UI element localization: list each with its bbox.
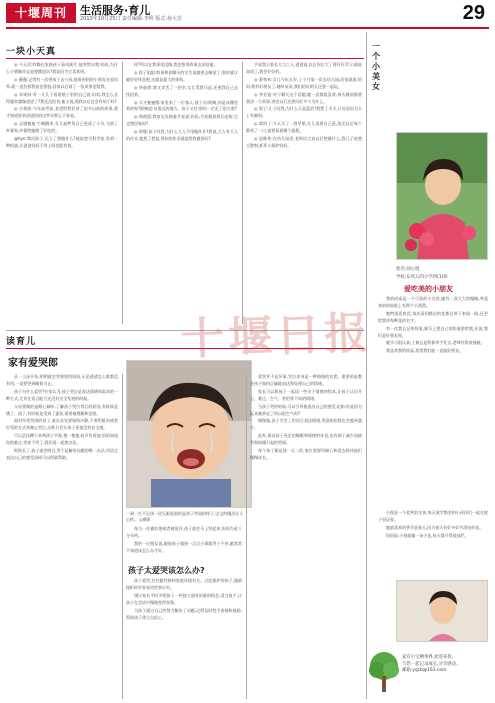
footer-line: 与您一起记录成长,分享感动。 [402,661,461,667]
newspaper-watermark: 十堰日报 [179,308,373,365]
column-divider [122,374,123,699]
text-paragraph: 孩子为什么爱哭?专家认为,孩子哭泣是表达情绪和需求的一种方式,尤其在语言能力还没有完全发展的时候。 [6,388,118,401]
masthead [0,0,495,26]
side-essay [378,296,488,506]
topic-heading-bottom: 读育儿 [6,337,37,347]
text-paragraph: 手说我示着长大当工人,爸爸说,以后你长大了要好好学习,他说知道了,我会好好的。 [246,62,362,74]
text-paragraph: 家长可以和孩子一起读一些关于情绪的绘本,让孩子认识开心、难过、生气、害怕等不同的情绪。 [250,388,362,401]
text-paragraph: 孩子爱哭,往往跟性格和家庭环境有关。过度保护的孩子,遇到挫折时更容易用哭来应对。 [126,578,242,590]
text-column-top-3 [246,62,362,324]
crying-child-illustration [127,361,252,508]
text-column-bottom-2a [126,526,242,560]
girl-flowers-illustration [397,133,488,260]
text-paragraph: 妈妈说,小悦就像一朵小花,每天都开得很灿烂。 [386,532,469,538]
topic-rule-top [6,58,364,59]
topic-heading-top: 一块小天真 [6,47,57,57]
text-paragraph: 每个孩子都是独一无二的,家长需要用耐心和爱去陪伴他们慢慢成长。 [250,448,362,460]
text-paragraph: 父母要做的是耐心倾听,了解孩子哭泣背后的原因,有时候是饿了、困了,有时候是受到了委屈,需要被理解和安慰。 [6,403,118,416]
girl-with-flowers-photo [396,132,488,260]
column-divider [122,62,123,324]
text-paragraph: ◎ 小黄油:今年高考前,老爸给我们讲了很多以前的故事,我才知道原来爸爸妈妈这些年那么不容易。 [6,106,118,119]
text-paragraph: 面对经常哭闹的孩子,家长首先要保持冷静,不要用吼叫或者打骂的方式来制止哭泣,这样只会让孩子更加没有安全感。 [6,418,118,431]
side-essay-title: 爱吃美的小朋友 [404,285,453,293]
text-paragraph: 小悦是一个爱笑的女孩,每天放学都会和小伙伴们一起在院子里玩耍。 [378,510,488,522]
text-paragraph: 我喜欢我的同桌,希望我们能一直做好朋友。 [386,348,464,354]
issue-line: 2013年10月25日 责任编辑:李婷 版式:孙大芳 [80,16,182,22]
column-divider [246,374,247,699]
side-vertical-title: 一个小美女 [372,42,380,91]
text-paragraph: 我的同桌是一个可爱的小女孩,她有一双大大的眼睛,笑起来的时候脸上有两个小酒窝。 [378,296,488,308]
brand-logo: 十堰周刊 [6,3,76,23]
text-paragraph: ◎ 哈喽:孩子问我,为什么大人不用做作业?我说,大人有大人的作业,他想了想说,那你的作业就是给我做饭吗? [126,129,238,142]
text-column-top-2 [126,62,238,324]
text-paragraph: 时间长了,孩子就会明白,哭不是解决问题的唯一办法,用语言表达自己的感受同样可以得到帮助。 [6,448,118,460]
text-paragraph: ◎ 晴叨子:今天买了一袋苹果,女儿说要自己洗,洗完以后每个都咬了一口,说要看看哪个最甜。 [246,121,362,134]
text-paragraph: ◎ 薇薇:记得有一次带孩子去公园,他看到别的小朋友在放风筝,就一直拉着我说也要放,回家以后画了一张风筝送给我。 [6,76,118,89]
photo-caption: 一到一生不足孩一段无限延展的是孩子哭闹的样子,宝宝的眼泪让人心疼。 ◎摄影 [126,511,244,522]
crying-child-photo [126,360,252,508]
masthead-rule [6,27,489,29]
text-paragraph: ◎ 天才蜜蜜熊:家里来了一位客人,孩子问:阿姨,你是从哪里来的呀?阿姨说:从很远的地方。孩子又问:那你一定走了很久吧? [126,99,238,112]
text-paragraph: @hyn:我问孩子,长大了想做什么?他说想当科学家,发明一种机器,让爸爸妈妈不用上班也能有钱。 [6,136,118,148]
page-number: 29 [462,2,485,24]
text-paragraph: ◎ 今天话:昨晚在家陪孩子看动画片,他突然问我:妈妈,为什么小猪佩奇总是要跳泥坑?我说因为它喜欢呀。 [6,62,118,74]
tree-icon [368,650,400,696]
text-paragraph: 她特别喜欢花,每次看到路边的花都会停下来闻一闻,还会给我讲每种花的名字。 [378,310,488,323]
footer-email: 邮箱:yqzb@163.com [402,668,447,674]
submission-note [402,655,492,697]
text-paragraph: ◎ 李芳说:对于聊天这个话题,她一直都很喜欢,每天睡前都要我讲一个故事,讲完以后还要问好多个为什么。 [246,91,362,104]
text-paragraph: 爱哭并不是坏事,哭泣本身是一种情绪的宣泄。重要的是教会孩子如何正确地表达和处理自己的情绪。 [250,374,362,386]
girl-portrait-illustration [397,581,488,642]
right-column-divider [366,32,367,699]
text-paragraph: 她学习很认真,上课总是积极举手发言,老师经常表扬她。 [386,340,485,346]
text-paragraph: 每当一次被拒绝或者被批评,孩子就会马上哭起来,妈妈为此十分头疼。 [126,526,242,538]
text-paragraph: ◎ 妙桂娇:我又弄丢了一把伞,女儿骂我马虎,还要我自己去找回来。 [126,84,238,97]
text-column-bottom-2b [126,578,242,699]
text-column-bottom-3 [250,374,362,699]
text-paragraph: 当孩子通过自己的努力解决了问题,记得及时给予表扬和鼓励,帮助孩子建立自信心。 [126,607,242,620]
article-title: 家有爱哭郎 [8,358,58,369]
text-paragraph: ◎ 段子姐姐:如果和你聊天的女生说她要去睡觉了,那你就让她好好休息吧,这就是最大的体贴。 [126,69,238,82]
tree-logo [368,650,400,696]
text-column-top-1 [6,62,118,324]
girl-portrait-photo [396,580,488,642]
author-school: 学校:东风五四小学四(1)班 [396,275,448,280]
author-name: 姓名:刘心悦 [396,267,420,272]
text-paragraph: ◎ 米果妈:有一天儿子看着镜子里的自己说:妈妈,我怎么长得越来越像爸爸了?我还没回答,他又说,那我以后也会有胡子吗? [6,91,118,104]
text-paragraph: ◎ 梨子:儿子问我,为什么天是蓝的?我想了半天,只好说因为天上有颜料。 [246,106,362,119]
text-paragraph: 有一次我忘记带铅笔,她马上把自己的铅笔借给我,还说:我们是好朋友呀。 [378,325,488,338]
text-paragraph: ◎ 思维侠:在幼儿园里,老师问大家以后想做什么,我儿子说想当警察,抓坏人保护妈妈。 [246,136,362,148]
sub-heading: 孩子太爱哭该怎么办? [128,566,205,575]
text-paragraph: 从一上床开始,明明就会哭着要找妈妈,无论爸爸怎么哄都没有用,一直要哭到睡着为止。 [6,374,118,386]
column-divider [242,62,243,324]
text-paragraph: 样?所以在我事里没路,我也想用故事去安慰他。 [134,62,218,67]
text-paragraph: ◎ 灵感雅迪:午睡醒来,女儿说梦见自己变成了小鸟,飞到了外婆家,外婆给她做了好吃的。 [6,121,118,134]
text-paragraph: 此外,保证孩子充足的睡眠和规律的作息,也有助于减少因疲劳和烦躁引起的哭闹。 [250,433,362,446]
text-paragraph: ◎ 萌萌恩:我家宝贝指着月亮说:妈妈,月亮跟着我们走呢,它也想回家吗? [126,114,238,127]
text-paragraph: 建议家长平时多给孩子一些独立面对困难的机会,适当放手,让孩子在尝试中慢慢变得坚强。 [126,592,242,605]
side-essay-bottom [378,510,488,578]
text-column-bottom-1 [6,374,118,699]
text-paragraph: 慢慢地,孩子学会了用语言表达情绪,哭闹的次数也会越来越少。 [250,418,362,431]
text-paragraph: 当孩子哭的时候,可以引导他说出自己的感受,比如:你是因为玩具被拿走了所以很生气吗? [250,403,362,416]
text-paragraph: ◎ 莱和米:女儿今年五岁,上个月第一次去幼儿园,回家就说:妈妈,我有好朋友了,她叫朵朵,我们约好明天还要一起玩。 [246,76,362,89]
footer-line: 家有小宝晒事界,欢迎来投, [402,655,454,660]
text-paragraph: 她最喜欢的季节是春天,因为春天有好多好多漂亮的花。 [386,524,484,530]
text-paragraph: 我的一位朋友说,她家孩子遇到一点点小事就哭个不停,她常常不知道该怎么办才好。 [126,540,242,553]
text-paragraph: 可以尝试蹲下来和孩子平视,抱一抱他,轻声告诉他:妈妈知道你很难过,等你不哭了,我们再一起想办法。 [6,433,118,446]
section-title: 生活服务·育儿 [80,4,151,17]
